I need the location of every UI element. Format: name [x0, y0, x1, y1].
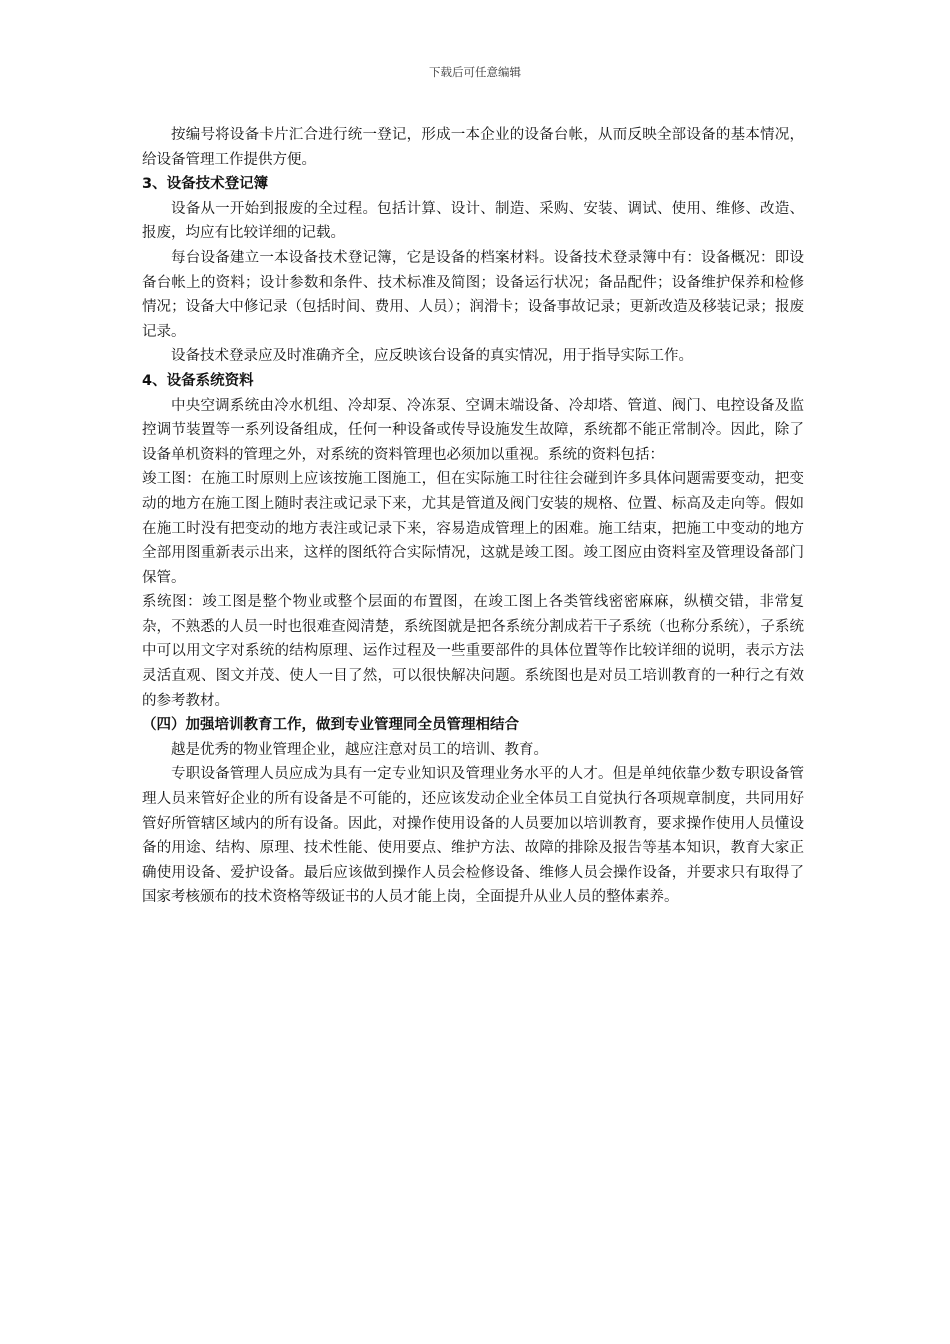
paragraph-training-intro: 越是优秀的物业管理企业，越应注意对员工的培训、教育。 — [171, 741, 548, 758]
paragraph-system-diagrams: 系统图：竣工图是整个物业或整个层面的布置图，在竣工图上各类管线密密麻麻，纵横交错，非常复杂，不熟悉的人员一时也很难查阅清楚，系统图就是把各系统分割成若干子系统（也称分系统），子系统中可以用文字对系统的结构原理、运作过程及一些重要部件的具体位置等作比较详细的说明，表示方法灵活直观、图文并茂、使人一目了然，可以很快解决问题。系统图也是对员工培训教育的一种行之有效的参考教材。 — [142, 594, 804, 709]
section-heading-training: （四）加强培训教育工作，做到专业管理同全员管理相结合 — [142, 717, 519, 734]
section-heading-technical-register: 3、设备技术登记簿 — [142, 176, 269, 193]
paragraph-training-details: 专职设备管理人员应成为具有一定专业知识及管理业务水平的人才。但是单纯依靠少数专职设备管理人员来管好企业的所有设备是不可能的，还应该发动企业全体员工自觉执行各项规章制度，共同用好管好所管辖区域内的所有设备。因此，对操作使用设备的人员要加以培训教育，要求操作使用人员懂设备的用途、结构、原理、技术性能、使用要点、维护方法、故障的排除及报告等基本知识，教育大家正确使用设备、爱护设备。最后应该做到操作人员会检修设备、维修人员会操作设备，并要求只有取得了国家考核颁布的技术资格等级证书的人员才能上岗，全面提升从业人员的整体素养。 — [142, 766, 804, 906]
paragraph-lifecycle: 设备从一开始到报废的全过程。包括计算、设计、制造、采购、安装、调试、使用、维修、改造、报废，均应有比较详细的记载。 — [142, 200, 804, 242]
document-body — [142, 123, 804, 910]
paragraph-register-contents: 每台设备建立一本设备技术登记簿，它是设备的档案材料。设备技术登录簿中有：设备概况：即设备台帐上的资料；设计参数和条件、技术标准及简图；设备运行状况；备品配件；设备维护保养和检修情况；设备大中修记录（包括时间、费用、人员）；润滑卡；设备事故记录；更新改造及移装记录；报废记录。 — [142, 249, 804, 340]
page-header: 下载后可任意编辑 — [429, 65, 521, 79]
paragraph-register-accuracy: 设备技术登录应及时准确齐全，应反映该台设备的真实情况，用于指导实际工作。 — [171, 348, 693, 365]
paragraph-hvac-system: 中央空调系统由冷水机组、冷却泵、冷冻泵、空调末端设备、冷却塔、管道、阀门、电控设备及监控调节装置等一系列设备组成，任何一种设备或传导设施发生故障，系统都不能正常制冷。因此，除了设备单机资料的管理之外，对系统的资料管理也必须加以重视。系统的资料包括： — [142, 397, 804, 463]
paragraph-ledger-summary: 按编号将设备卡片汇合进行统一登记，形成一本企业的设备台帐，从而反映全部设备的基本情况，给设备管理工作提供方便。 — [142, 127, 804, 168]
paragraph-as-built-drawings: 竣工图：在施工时原则上应该按施工图施工，但在实际施工时往往会碰到许多具体问题需要变动，把变动的地方在施工图上随时表注或记录下来，尤其是管道及阀门安装的规格、位置、标高及走向等。假如在施工时没有把变动的地方表注或记录下来，容易造成管理上的困难。施工结束，把施工中变动的地方全部用图重新表示出来，这样的图纸符合实际情况，这就是竣工图。竣工图应由资料室及管理设备部门保管。 — [142, 471, 804, 586]
section-heading-system-data: 4、设备系统资料 — [142, 372, 254, 389]
